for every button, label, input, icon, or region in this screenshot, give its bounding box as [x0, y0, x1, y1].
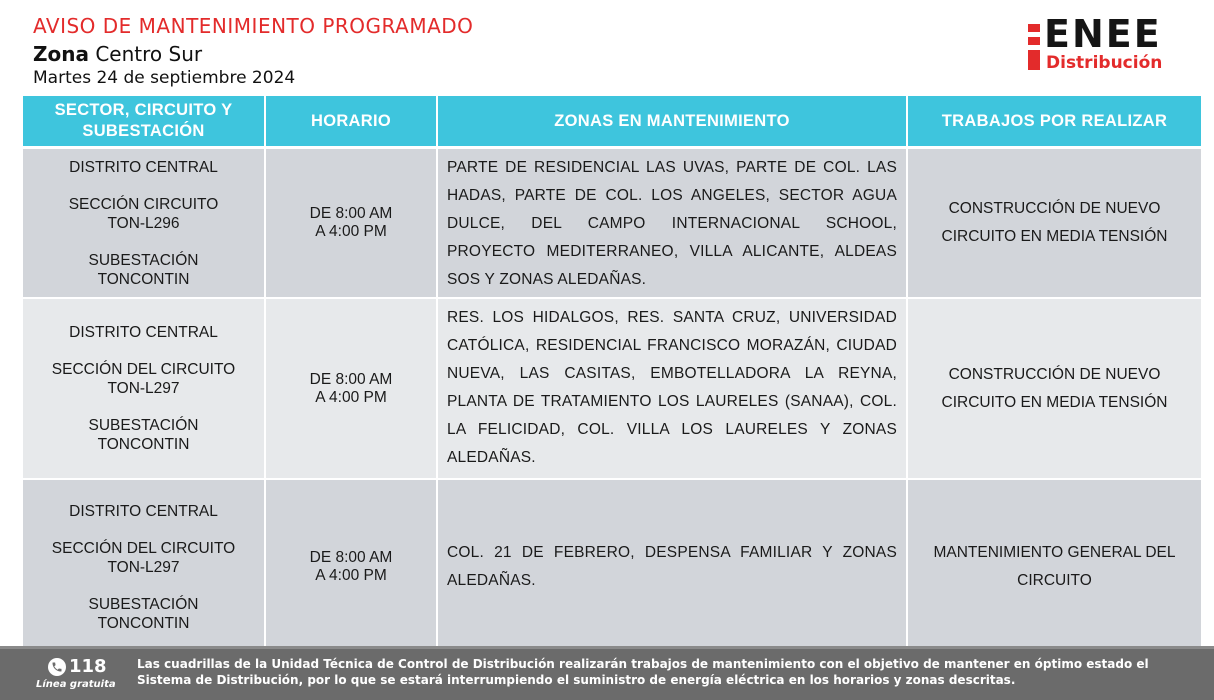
work-cell: CONSTRUCCIÓN DE NUEVO CIRCUITO EN MEDIA TENSIÓN [907, 298, 1201, 479]
logo-subtitle: Distribución [1046, 53, 1163, 73]
circuit-section: SECCIÓN DEL CIRCUITO TON-L297 [51, 361, 236, 397]
schedule-cell: DE 8:00 AM A 4:00 PM [265, 148, 437, 299]
table-row [23, 298, 1201, 479]
zone-label: Zona [33, 42, 89, 66]
table-row [23, 479, 1201, 655]
hotline-number: 118 [69, 656, 107, 677]
district: DISTRITO CENTRAL [69, 324, 218, 341]
work-cell: CONSTRUCCIÓN DE NUEVO CIRCUITO EN MEDIA TENSIÓN [907, 148, 1201, 299]
column-header-work: TRABAJOS POR REALIZAR [907, 96, 1201, 148]
zones-cell: COL. 21 DE FEBRERO, DESPENSA FAMILIAR Y ZONAS ALEDAÑAS. [437, 479, 907, 655]
circuit-section: SECCIÓN DEL CIRCUITO TON-L297 [51, 539, 236, 576]
footer-bar [0, 646, 1214, 700]
substation: SUBESTACIÓN TONCONTIN [88, 595, 199, 632]
work-cell: MANTENIMIENTO GENERAL DEL CIRCUITO [907, 479, 1201, 655]
schedule-cell: DE 8:00 AM A 4:00 PM [265, 479, 437, 655]
phone-icon [48, 658, 66, 676]
notice-date: Martes 24 de septiembre 2024 [33, 68, 296, 88]
substation: SUBESTACIÓN TONCONTIN [88, 417, 199, 453]
hotline-label: Línea gratuita [36, 679, 116, 690]
notice-title: AVISO DE MANTENIMIENTO PROGRAMADO [33, 14, 474, 38]
column-header-schedule: HORARIO [265, 96, 437, 148]
zones-cell: RES. LOS HIDALGOS, RES. SANTA CRUZ, UNIVERSIDAD CATÓLICA, RESIDENCIAL FRANCISCO MORAZÁN, CIUDAD NUEVA, LAS CASITAS, EMBOTELLADORA LA REYNA, PLANTA DE TRATAMIENTO LOS LAURELES (SANAA), COL. LA FELICIDAD, COL. VILLA LOS LAURELES Y ZONAS ALEDAÑAS. [437, 298, 907, 479]
schedule-cell: DE 8:00 AM A 4:00 PM [265, 298, 437, 479]
logo-name: ENEE [1044, 12, 1162, 56]
footer-stripe [0, 646, 1214, 649]
zone-name: Centro Sur [88, 42, 203, 66]
table-header-row [23, 96, 1201, 148]
district: DISTRITO CENTRAL [69, 158, 218, 176]
footer-notice-text: Las cuadrillas de la Unidad Técnica de Control de Distribución realizarán trabajos de mantenimiento con el objetivo de mantener en óptimo estado el Sistema de Distribución, por lo que se estará interrumpiendo el suministro de energía eléctrica en los horarios y zonas descritas. [137, 657, 1149, 687]
column-header-sector: SECTOR, CIRCUITO Y SUBESTACIÓN [23, 96, 265, 148]
column-header-zones: ZONAS EN MANTENIMIENTO [437, 96, 907, 148]
district: DISTRITO CENTRAL [69, 502, 218, 520]
sector-cell [23, 298, 265, 479]
substation: SUBESTACIÓN TONCONTIN [88, 251, 199, 288]
circuit-section: SECCIÓN CIRCUITO TON-L296 [68, 195, 219, 232]
logo-mark-icon [1028, 24, 1040, 70]
enee-logo [1024, 12, 1196, 76]
table-row [23, 148, 1201, 299]
zone-line [33, 42, 202, 66]
maintenance-table [23, 96, 1201, 656]
sector-cell [23, 479, 265, 655]
sector-cell [23, 148, 265, 299]
zones-cell: PARTE DE RESIDENCIAL LAS UVAS, PARTE DE COL. LAS HADAS, PARTE DE COL. LOS ANGELES, SECTOR AGUA DULCE, DEL CAMPO INTERNACIONAL SCHOOL, PROYECTO MEDITERRANEO, VILLA ALICANTE, ALDEAS SOS Y ZONAS ALEDAÑAS. [437, 148, 907, 299]
